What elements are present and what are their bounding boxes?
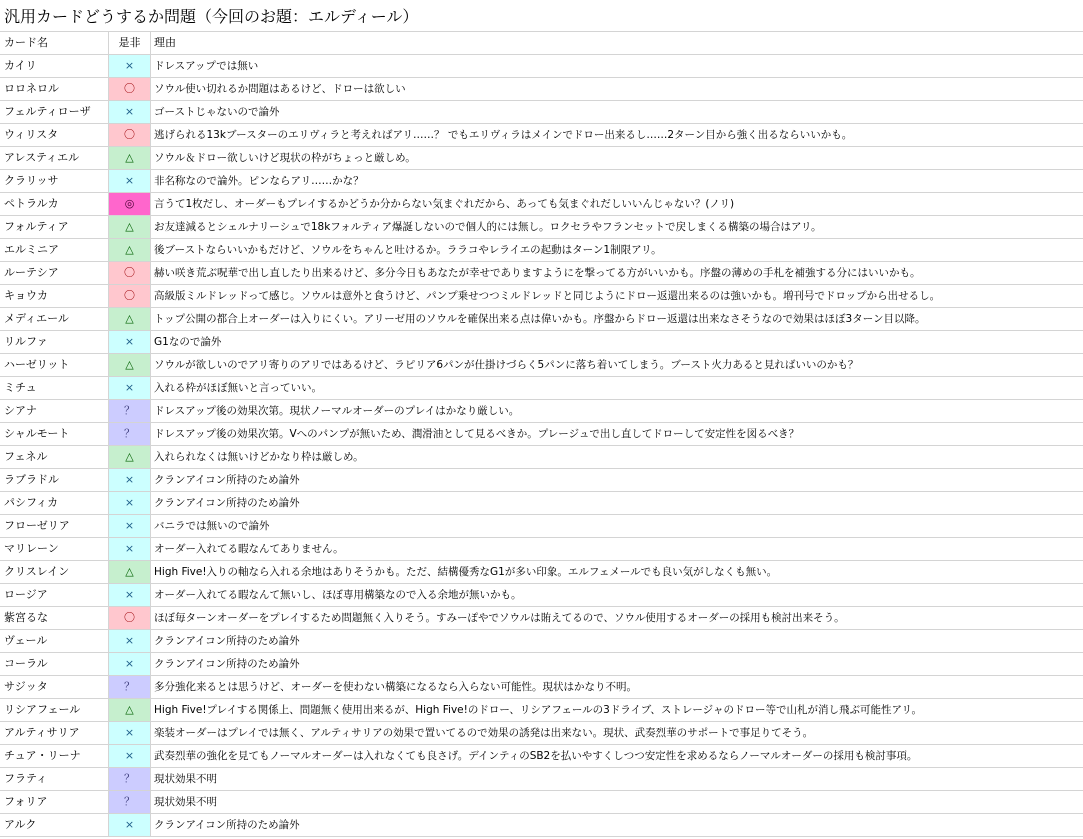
cell-verdict[interactable]: △	[109, 354, 151, 376]
cell-verdict[interactable]: ？	[109, 676, 151, 698]
cell-reason[interactable]: G1なので論外	[154, 336, 222, 348]
table-row	[0, 791, 1083, 814]
header-reason[interactable]: 理由	[154, 36, 176, 49]
cell-reason[interactable]: High Five!プレイする関係上、問題無く使用出来るが、High Five!のドロー、リシアフェールの3ドライブ、ストレージャのドロー等で山札が消し飛ぶ可能性アリ。	[154, 704, 923, 716]
table-body	[0, 55, 1083, 837]
cell-reason[interactable]: ソウル使い切れるか問題はあるけど、ドローは欲しい	[154, 83, 406, 95]
cell-card-name[interactable]: シャルモート	[0, 423, 109, 445]
table-row	[0, 55, 1083, 78]
cell-card-name[interactable]: フォルティア	[0, 216, 109, 238]
cell-card-name[interactable]: ミチュ	[0, 377, 109, 399]
cell-card-name[interactable]: カイリ	[0, 55, 109, 77]
table-row	[0, 354, 1083, 377]
table-row	[0, 170, 1083, 193]
table-row	[0, 400, 1083, 423]
cell-verdict[interactable]: ×	[109, 630, 151, 652]
cell-verdict[interactable]: △	[109, 446, 151, 468]
cell-reason[interactable]: 高級版ミルドレッドって感じ。ソウルは意外と食うけど、パンプ乗せつつミルドレッドと同じようにドロー返還出来るのは強いかも。増刊号でドロップから出せるし。	[154, 290, 941, 302]
cell-verdict[interactable]: △	[109, 239, 151, 261]
cell-card-name[interactable]: ハーゼリット	[0, 354, 109, 376]
cell-reason[interactable]: ゴーストじゃないので論外	[154, 106, 280, 118]
cell-card-name[interactable]: アルティサリア	[0, 722, 109, 744]
cell-verdict[interactable]: △	[109, 561, 151, 583]
cell-verdict[interactable]: ？	[109, 400, 151, 422]
cell-card-name[interactable]: エルミニア	[0, 239, 109, 261]
cell-reason[interactable]: ソウル＆ドロー欲しいけど現状の枠がちょっと厳しめ。	[154, 152, 416, 164]
cell-card-name[interactable]: ウィリスタ	[0, 124, 109, 146]
cell-card-name[interactable]: ヴェール	[0, 630, 109, 652]
table-row	[0, 814, 1083, 837]
cell-card-name[interactable]: チュア・リーナ	[0, 745, 109, 767]
cell-reason[interactable]: 現状効果不明	[154, 796, 217, 808]
cell-card-name[interactable]: フォリア	[0, 791, 109, 813]
cell-card-name[interactable]: 紫宮るな	[0, 607, 109, 629]
cell-verdict[interactable]: ×	[109, 722, 151, 744]
cell-card-name[interactable]: クリスレイン	[0, 561, 109, 583]
cell-card-name[interactable]: ラブラドル	[0, 469, 109, 491]
table-row	[0, 492, 1083, 515]
table-row	[0, 584, 1083, 607]
table-row	[0, 561, 1083, 584]
cell-verdict[interactable]: △	[109, 699, 151, 721]
cell-verdict[interactable]: 〇	[109, 262, 151, 284]
cell-reason[interactable]: トップ公開の都合上オーダーは入りにくい。アリーゼ用のソウルを確保出来る点は偉いかも。序盤からドロー返還は出来なさそうなので効果はほぼ3ターン目以降。	[154, 313, 926, 325]
cell-verdict[interactable]: ×	[109, 377, 151, 399]
cell-card-name[interactable]: ルーテシア	[0, 262, 109, 284]
cell-reason[interactable]: クランアイコン所持のため論外	[154, 819, 300, 831]
cell-reason[interactable]: ドレスアップ後の効果次第。現状ノーマルオーダーのプレイはかなり厳しい。	[154, 405, 520, 417]
cell-card-name[interactable]: ロージア	[0, 584, 109, 606]
table-row	[0, 423, 1083, 446]
table-row	[0, 78, 1083, 101]
cell-reason[interactable]: 多分強化来るとは思うけど、オーダーを使わない構築になるなら入らない可能性。現状はかなり不明。	[154, 681, 637, 693]
cell-card-name[interactable]: フェルティローザ	[0, 101, 109, 123]
table-row	[0, 262, 1083, 285]
table-row	[0, 193, 1083, 216]
cell-card-name[interactable]: ペトラルカ	[0, 193, 109, 215]
cell-reason[interactable]: オーダー入れてる暇なんて無いし、ほぼ専用構築なので入る余地が無いかも。	[154, 589, 522, 601]
cell-card-name[interactable]: アレスティエル	[0, 147, 109, 169]
cell-verdict[interactable]: ×	[109, 538, 151, 560]
cell-card-name[interactable]: シアナ	[0, 400, 109, 422]
cell-verdict[interactable]: ×	[109, 492, 151, 514]
table-row	[0, 538, 1083, 561]
header-card-name[interactable]: カード名	[0, 32, 109, 54]
cell-verdict[interactable]: △	[109, 147, 151, 169]
cell-reason[interactable]: クランアイコン所持のため論外	[154, 635, 300, 647]
cell-reason[interactable]: 赫い咲き荒ぶ呪華で出し直したり出来るけど、多分今日もあなたが幸せでありますようにを撃ってる方がいいかも。序盤の薄めの手札を補強する分にはいいかも。	[154, 267, 921, 279]
table-row	[0, 745, 1083, 768]
cell-card-name[interactable]: メディエール	[0, 308, 109, 330]
cell-verdict[interactable]: ？	[109, 791, 151, 813]
cell-verdict[interactable]: ×	[109, 469, 151, 491]
cell-reason[interactable]: クランアイコン所持のため論外	[154, 474, 300, 486]
cell-card-name[interactable]: リルファ	[0, 331, 109, 353]
table-row	[0, 446, 1083, 469]
table-row	[0, 216, 1083, 239]
cell-card-name[interactable]: コーラル	[0, 653, 109, 675]
table-row	[0, 515, 1083, 538]
cell-card-name[interactable]: サジッタ	[0, 676, 109, 698]
cell-reason[interactable]: ソウルが欲しいのでアリ寄りのアリではあるけど、ラピリア6パンが仕掛けづらく5パンに落ち着いてしまう。ブースト火力あると見ればいいのかも？	[154, 359, 859, 371]
cell-reason[interactable]: お友達減るとシェルナリーシュで18kフォルティア爆誕しないので個人的には無し。ロクセラやフランセットで戻しまくる構築の場合はアリ。	[154, 221, 822, 233]
cell-reason[interactable]: 入れる枠がほぼ無いと言っていい。	[154, 382, 322, 394]
cell-verdict[interactable]: △	[109, 308, 151, 330]
cell-verdict[interactable]: ◎	[109, 193, 151, 215]
cell-verdict[interactable]: ×	[109, 170, 151, 192]
cell-reason[interactable]: 入れられなくは無いけどかなり枠は厳しめ。	[154, 451, 364, 463]
cell-verdict[interactable]: ×	[109, 101, 151, 123]
cell-verdict[interactable]: △	[109, 216, 151, 238]
cell-card-name[interactable]: フェネル	[0, 446, 109, 468]
table-row	[0, 124, 1083, 147]
cell-card-name[interactable]: キョウカ	[0, 285, 109, 307]
table-row	[0, 630, 1083, 653]
table-row	[0, 768, 1083, 791]
cell-verdict[interactable]: 〇	[109, 285, 151, 307]
table-row	[0, 147, 1083, 170]
cell-card-name[interactable]: フラティ	[0, 768, 109, 790]
table-row	[0, 239, 1083, 262]
table-row	[0, 676, 1083, 699]
cell-verdict[interactable]: ×	[109, 55, 151, 77]
table-row	[0, 722, 1083, 745]
cell-reason[interactable]: ほぼ毎ターンオーダーをプレイするため問題無く入りそう。すみーぽやでソウルは賄えてるので、ソウル使用するオーダーの採用も検討出来そう。	[154, 612, 845, 624]
cell-verdict[interactable]: ×	[109, 814, 151, 836]
cell-reason[interactable]: ドレスアップでは無い	[154, 60, 259, 72]
table-row	[0, 607, 1083, 630]
cell-reason[interactable]: 言うて1枚だし、オーダーもプレイするかどうか分からない気まぐれだから、あっても気まぐれだしいいんじゃない？(ノリ)	[154, 198, 735, 210]
cell-card-name[interactable]: フローゼリア	[0, 515, 109, 537]
cell-reason[interactable]: 現状効果不明	[154, 773, 217, 785]
table-row	[0, 377, 1083, 400]
cell-verdict[interactable]: ×	[109, 331, 151, 353]
cell-verdict[interactable]: ？	[109, 768, 151, 790]
cell-card-name[interactable]: アルク	[0, 814, 109, 836]
cell-reason[interactable]: オーダー入れてる暇なんてありません。	[154, 543, 344, 555]
cell-card-name[interactable]: クラリッサ	[0, 170, 109, 192]
header-row	[0, 32, 1083, 55]
cell-reason[interactable]: クランアイコン所持のため論外	[154, 497, 300, 509]
cell-card-name[interactable]: ロロネロル	[0, 78, 109, 100]
cell-verdict[interactable]: ？	[109, 423, 151, 445]
cell-reason[interactable]: クランアイコン所持のため論外	[154, 658, 300, 670]
cell-card-name[interactable]: リシアフェール	[0, 699, 109, 721]
cell-verdict[interactable]: ×	[109, 584, 151, 606]
sheet-title: 汎用カードどうするか問題（今回のお題：エルディール）	[0, 0, 1083, 32]
cell-reason[interactable]: 非名称なので論外。ピンならアリ……かな？	[154, 175, 364, 187]
cell-reason[interactable]: High Five!入りの軸なら入れる余地はありそうかも。ただ、結構優秀なG1が多い印象。エルフェメールでも良い気がしなくも無い。	[154, 566, 778, 578]
table-row	[0, 308, 1083, 331]
cell-reason[interactable]: 後ブーストならいいかもだけど、ソウルをちゃんと吐けるか。ララコやレライエの起動はターン1制限アリ。	[154, 244, 662, 256]
cell-card-name[interactable]: マリレーン	[0, 538, 109, 560]
cell-verdict[interactable]: 〇	[109, 607, 151, 629]
table-row	[0, 653, 1083, 676]
cell-card-name[interactable]: パシフィカ	[0, 492, 109, 514]
cell-reason[interactable]: バニラでは無いので論外	[154, 520, 270, 532]
header-verdict[interactable]: 是非	[109, 32, 151, 54]
cell-reason[interactable]: 楽装オーダーはプレイでは無く、アルティサリアの効果で置いてるので効果の誘発は出来ない。現状、武奏烈華のサポートで事足りてそう。	[154, 727, 814, 739]
cell-verdict[interactable]: ×	[109, 745, 151, 767]
cell-verdict[interactable]: 〇	[109, 78, 151, 100]
cell-verdict[interactable]: ×	[109, 653, 151, 675]
table-row	[0, 331, 1083, 354]
table-row	[0, 101, 1083, 124]
cell-verdict[interactable]: 〇	[109, 124, 151, 146]
table-row	[0, 285, 1083, 308]
table-row	[0, 699, 1083, 722]
cell-reason[interactable]: 武奏烈華の強化を見てもノーマルオーダーは入れなくても良さげ。デインティのSB2を払いやすくしつつ安定性を求めるならノーマルオーダーの採用も検討事項。	[154, 750, 918, 762]
cell-reason[interactable]: ドレスアップ後の効果次第。Vへのパンプが無いため、潤滑油として見るべきか。プレージュで出し直してドローして安定性を図るべき？	[154, 428, 800, 440]
cell-reason[interactable]: 逃げられる13kブースターのエリヴィラと考えればアリ……？ でもエリヴィラはメインでドロー出来るし……2ターン目から強く出るならいいかも。	[154, 129, 853, 141]
table-row	[0, 469, 1083, 492]
cell-verdict[interactable]: ×	[109, 515, 151, 537]
